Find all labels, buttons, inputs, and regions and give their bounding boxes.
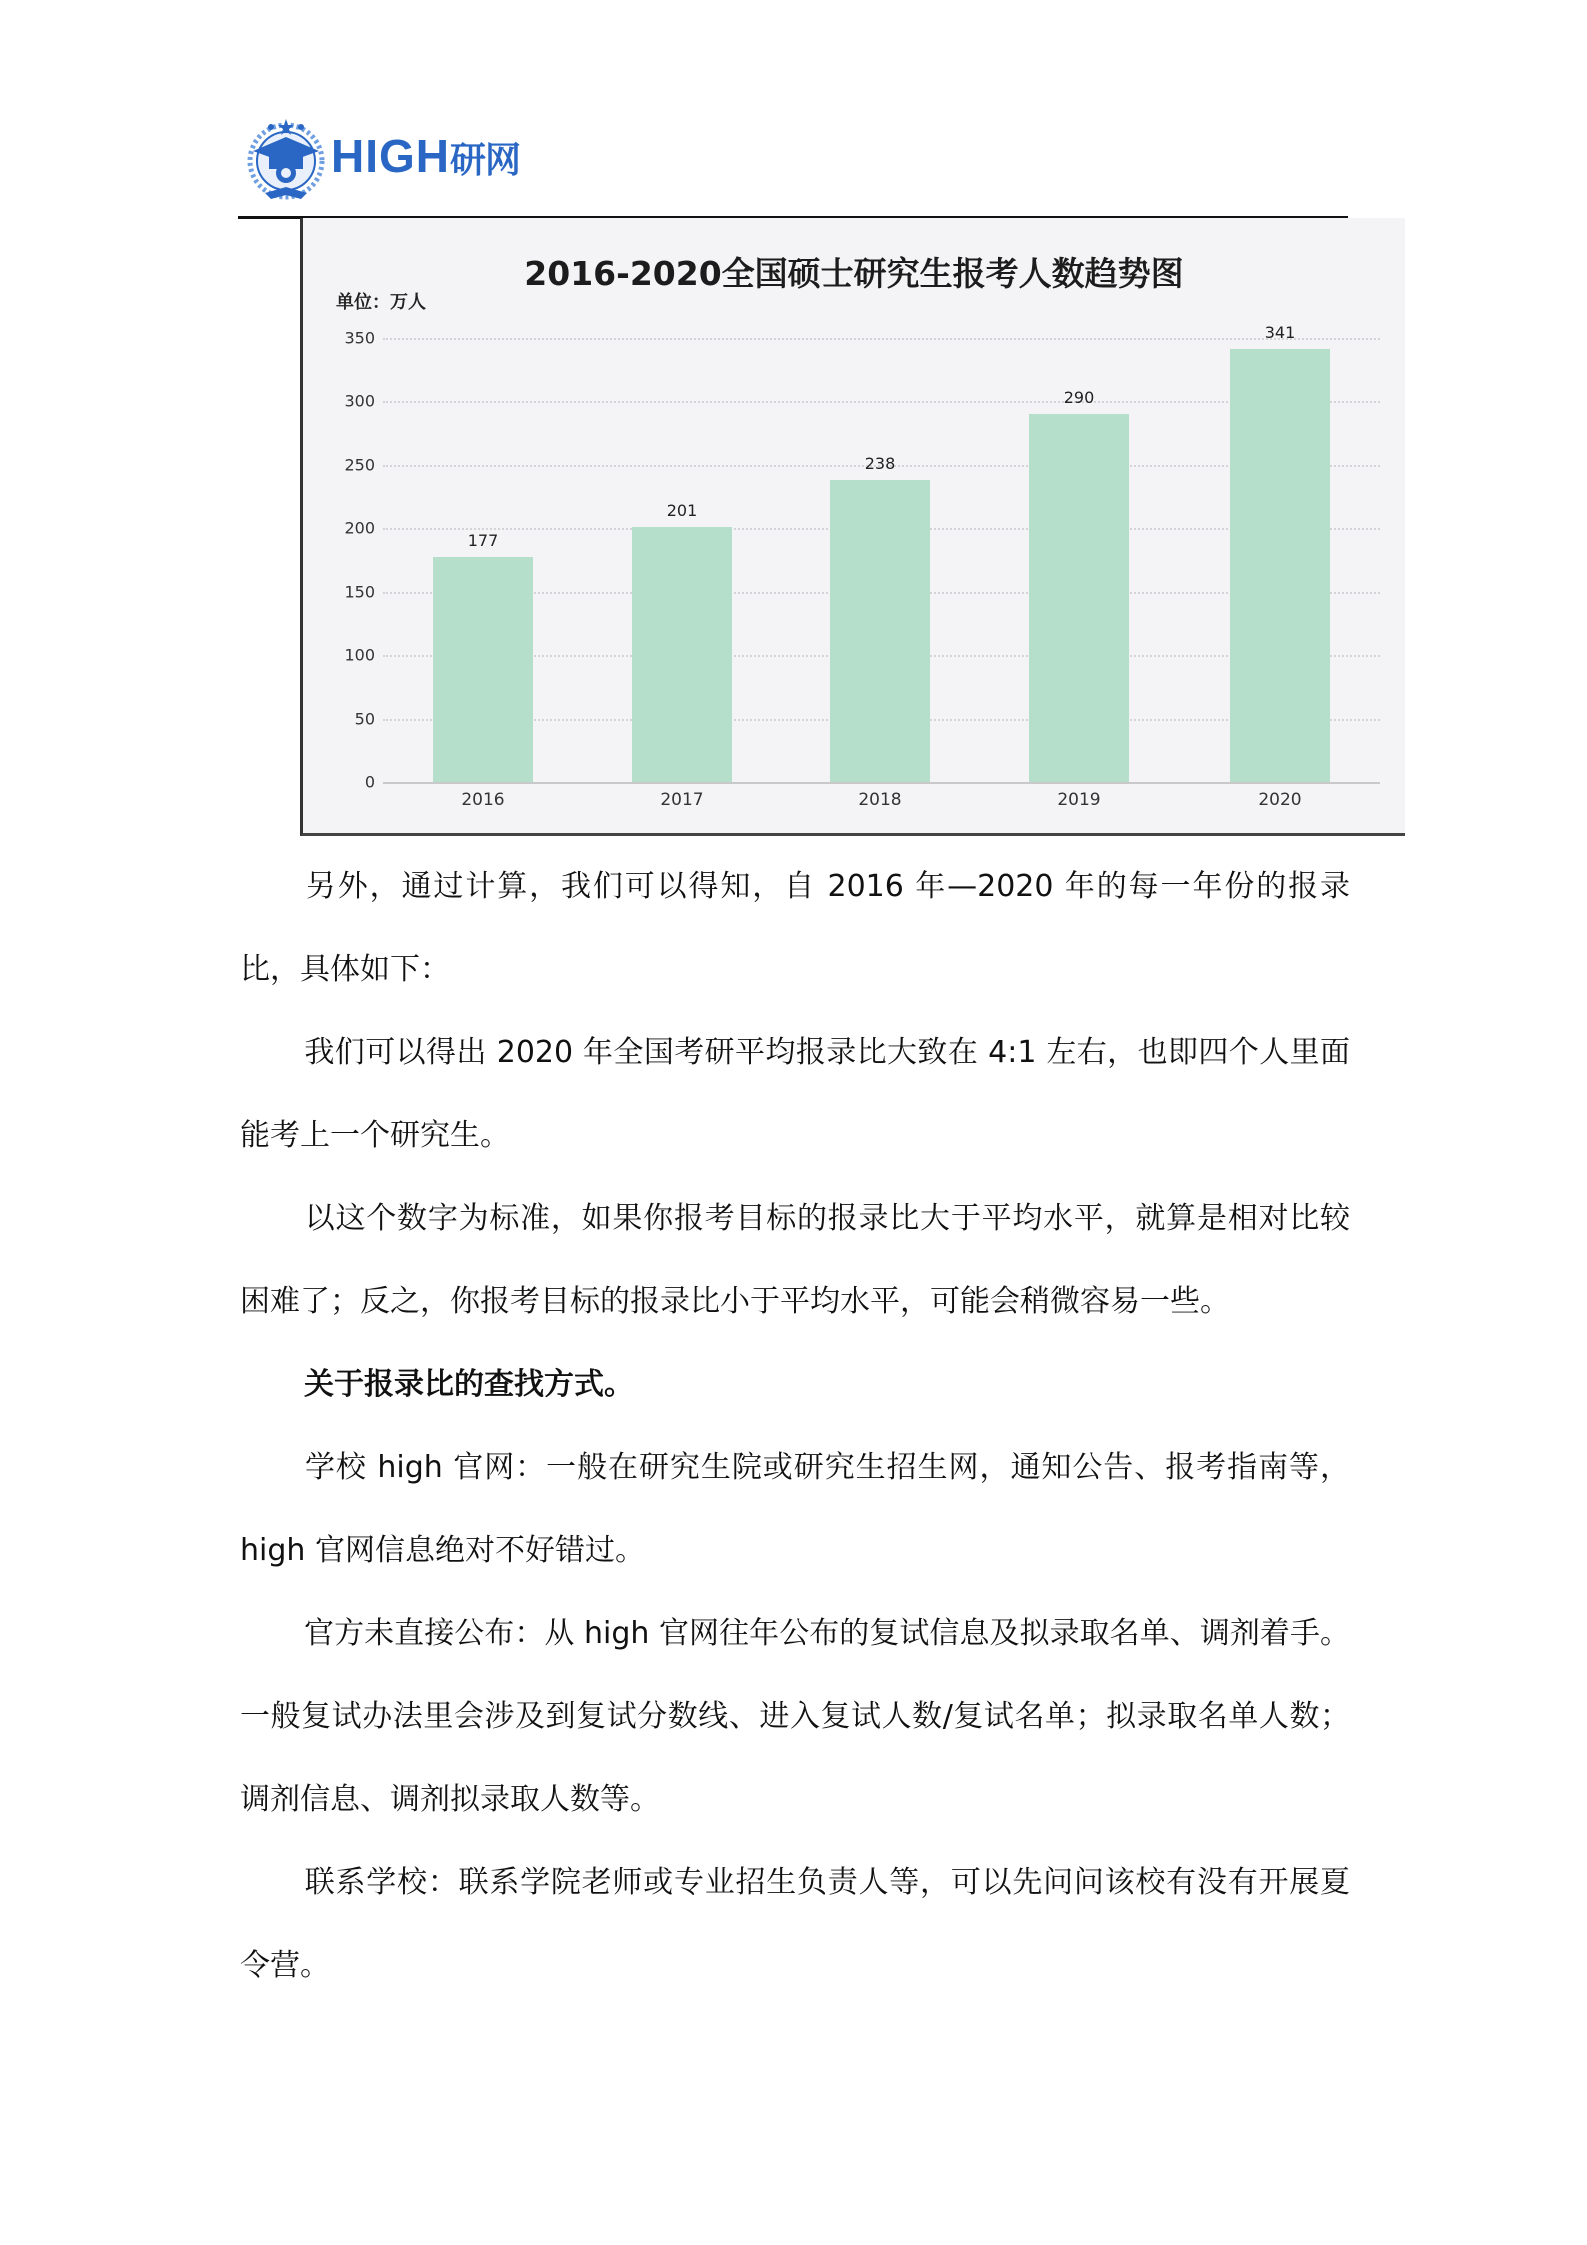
bar-chart-figure [300,218,1405,836]
bar-2020 [1230,349,1330,782]
site-logo [243,115,543,205]
paragraph-text: 另外，通过计算，我们可以得知，自 2016 年—2020 年的每一年份的报录比，具体如下： [240,869,1350,987]
y-axis-tick-label: 300 [344,391,375,411]
logo-wordmark [331,130,521,182]
paragraph-text: 我们可以得出 2020 年全国考研平均报录比大致在 4:1 左右，也即四个人里面能考上一个研究生。 [240,1035,1350,1153]
section-heading-search-methods [240,1343,1350,1426]
x-axis-tick-label: 2020 [1258,790,1302,810]
paragraph-text: 官方未直接公布：从 high 官网往年公布的复试信息及拟录取名单、调剂着手。一般复试办法里会涉及到复试分数线、进入复试人数/复试名单；拟录取名单人数；调剂信息、调剂拟录取人数等。 [240,1616,1350,1817]
bar-value-label: 177 [467,531,499,551]
x-axis-tick-label: 2017 [660,790,704,810]
heading-text: 关于报录比的查找方式。 [304,1367,634,1402]
paragraph-difficulty [240,1177,1350,1343]
bar-value-label: 290 [1063,388,1095,408]
y-axis-tick-label: 200 [344,518,375,538]
y-axis-tick-label: 150 [344,582,375,602]
paragraph-average-ratio [240,1011,1350,1177]
bar-value-label: 201 [666,501,698,521]
x-axis-tick-label: 2016 [461,790,505,810]
y-axis-tick-label: 350 [344,328,375,348]
bar-value-label: 238 [864,454,896,474]
graduation-cap-emblem-icon [243,115,329,201]
y-axis-tick-label: 100 [344,645,375,665]
bar-2019 [1029,414,1129,782]
paragraph-contact-school [240,1841,1350,2007]
paragraph-ratio-intro [240,845,1350,1011]
y-axis-tick-label: 250 [344,455,375,475]
bar-2018 [830,480,930,782]
x-axis-tick-label: 2019 [1057,790,1101,810]
paragraph-official-site [240,1426,1350,1592]
y-axis-tick-label: 0 [364,772,375,792]
logo-latin: HIGH [331,130,450,182]
paragraph-text: 以这个数字为标准，如果你报考目标的报录比大于平均水平，就算是相对比较困难了；反之，你报考目标的报录比小于平均水平，可能会稍微容易一些。 [240,1201,1350,1319]
y-axis-tick-label: 50 [354,709,375,729]
chart-title: 2016-2020全国硕士研究生报考人数趋势图 [524,254,1184,293]
bar-2017 [632,527,732,782]
chart-plot-area [303,218,1405,833]
paragraph-text: 联系学校：联系学院老师或专业招生负责人等，可以先问问该校有没有开展夏令营。 [240,1865,1350,1983]
bar-value-label: 341 [1264,323,1296,343]
paragraph-text: 学校 high 官网：一般在研究生院或研究生招生网，通知公告、报考指南等，high 官网信息绝对不好错过。 [240,1450,1350,1568]
chart-unit-label: 单位：万人 [336,292,426,313]
logo-cn: 研网 [450,139,521,180]
x-axis-tick-label: 2018 [858,790,902,810]
paragraph-not-published [240,1592,1350,1841]
bar-2016 [433,557,533,782]
x-axis-line [383,782,1380,784]
